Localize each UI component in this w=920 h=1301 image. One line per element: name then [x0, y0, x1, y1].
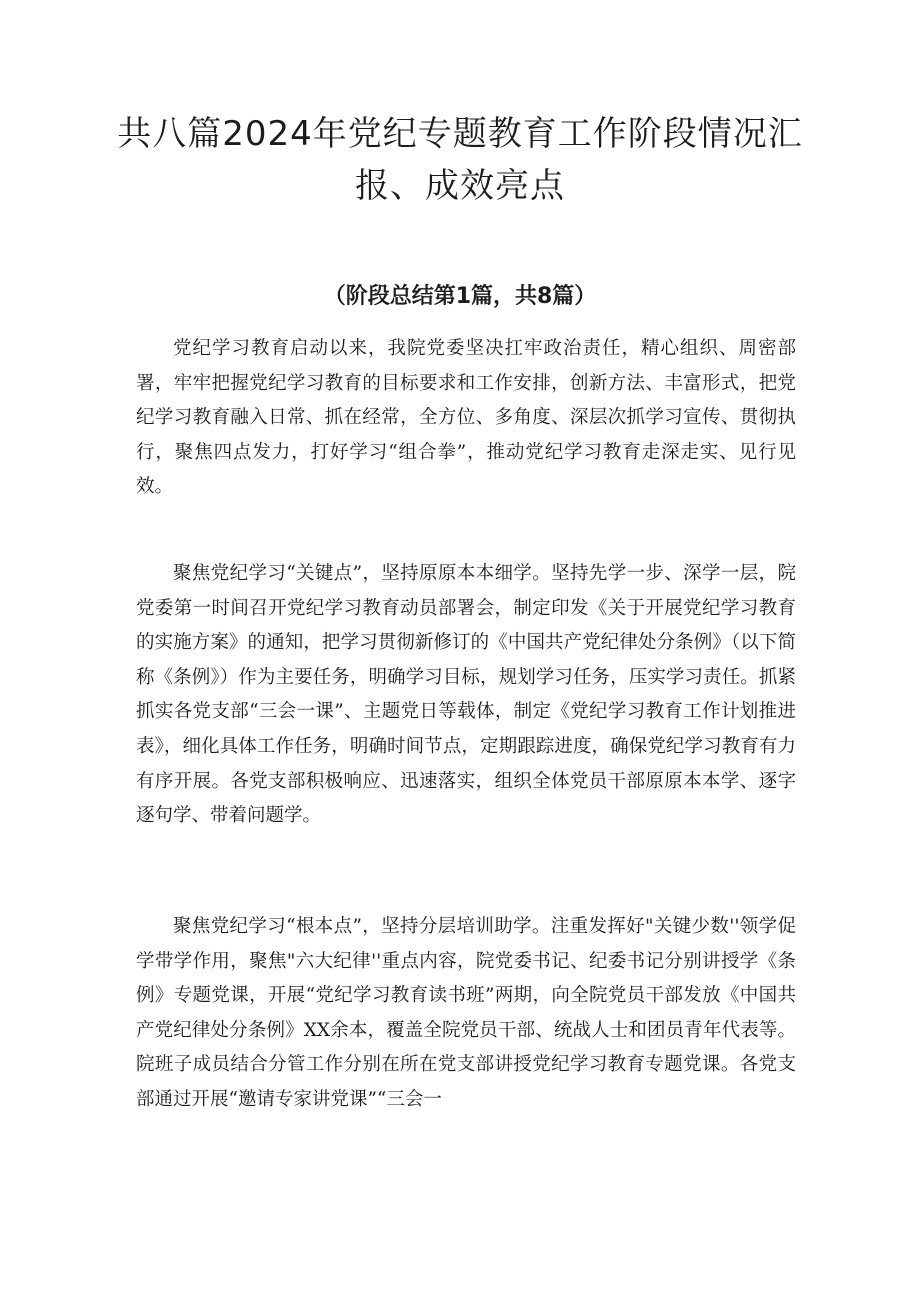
- paragraph-key-point: 聚焦党纪学习“关键点”，坚持原原本本细学。坚持先学一步、深学一层，院党委第一时间召开党纪学习教育动员部署会，制定印发《关于开展党纪学习教育的实施方案》的通知，把学习贯彻新修订的《中国共产党纪律处分条例》（以下简称《条例》）作为主要任务，明确学习目标，规划学习任务，压实学习责任。抓紧抓实各党支部“三会一课”、主题党日等载体，制定《党纪学习教育工作计划推进表》，细化具体工作任务，明确时间节点，定期跟踪进度，确保党纪学习教育有力有序开展。各党支部积极响应、迅速落实，组织全体党员干部原原本本学、逐字逐句学、带着问题学。: [136, 563, 796, 827]
- document-title: 共八篇2024年党纪专题教育工作阶段情况汇报、成效亮点: [117, 114, 803, 206]
- paragraph-root-point: 聚焦党纪学习“根本点”，坚持分层培训助学。注重发挥好"关键少数''领学促学带学作用，聚焦"六大纪律''重点内容，院党委书记、纪委书记分别讲授学《条例》专题党课，开展“党纪学习教育读书班”两期，向全院党员干部发放《中国共产党纪律处分条例》XX余本，覆盖全院党员干部、统战人士和团员青年代表等。院班子成员结合分管工作分别在所在党支部讲授党纪学习教育专题党课。各党支部通过开展“邀请专家讲党课”“三会一: [136, 916, 796, 1110]
- paragraph-intro: 党纪学习教育启动以来，我院党委坚决扛牢政治责任，精心组织、周密部署，牢牢把握党纪学习教育的目标要求和工作安排，创新方法、丰富形式，把党纪学习教育融入日常、抓在经常，全方位、多角度、深层次抓学习宣传、贯彻执行，聚焦四点发力，打好学习“组合拳”，推动党纪学习教育走深走实、见行见效。: [136, 338, 796, 498]
- document-subtitle: （阶段总结第1篇，共8篇）: [323, 284, 597, 309]
